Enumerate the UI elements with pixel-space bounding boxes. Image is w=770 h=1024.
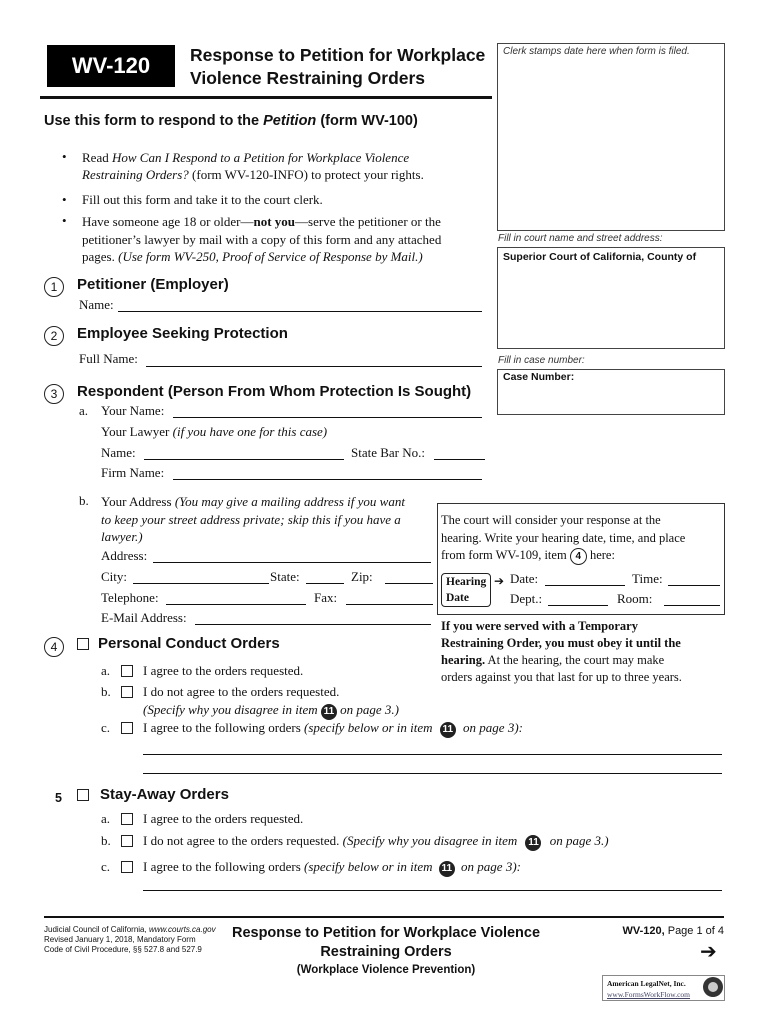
fax-field[interactable] (346, 604, 433, 605)
item-3b-letter: b. (79, 493, 89, 508)
lawyer-name-field[interactable] (144, 459, 344, 460)
address-field[interactable] (153, 562, 431, 563)
state-field[interactable] (306, 583, 344, 584)
item-5c-letter: c. (101, 859, 111, 874)
clerk-stamp-box (497, 43, 725, 231)
section-4-checkbox[interactable] (77, 638, 89, 650)
footer-council-info: Judicial Council of California, www.courts.ca.gov Revised January 1, 2018, Mandatory Form Code of Civil Procedure, §§ 527.8 and 527.9 (44, 925, 216, 954)
section-3-title: Respondent (Person From Whom Protection Is Sought) (77, 383, 472, 400)
item-4a-letter: a. (101, 663, 111, 678)
item-5a-text: I agree to the orders requested. (143, 811, 304, 826)
city-label: City: (101, 569, 128, 584)
tro-warning: If you were served with a Temporary Restraining Order, you must obey it until the hearing. At the hearing, the court may make orders against you that last for up to three years. (441, 619, 682, 684)
court-name-box[interactable] (497, 247, 725, 349)
section-5-checkbox[interactable] (77, 789, 89, 801)
item-4b-letter: b. (101, 684, 111, 699)
fax-label: Fax: (314, 590, 338, 605)
section-1-number: 1 (44, 277, 64, 297)
address-label: Address: (101, 548, 148, 563)
legalnet-logo-icon (703, 977, 723, 997)
hearing-room-field[interactable] (664, 605, 720, 606)
bullet-glyph: • (62, 149, 67, 164)
item-4b-subtext: (Specify why you disagree in item 11 on page 3.) (143, 702, 399, 720)
header-rule (40, 96, 492, 99)
footer-page-number: WV-120, Page 1 of 4 (622, 925, 724, 937)
item-5c-line-1[interactable] (143, 890, 722, 891)
item-4b-checkbox[interactable] (121, 686, 133, 698)
section-2-title: Employee Seeking Protection (77, 325, 288, 342)
next-page-arrow-icon: ➔ (700, 941, 717, 963)
item-5b-text: I do not agree to the orders requested. (Specify why you disagree in item 11 on page 3.) (143, 833, 609, 851)
hearing-date-tag: Hearing Date (441, 573, 491, 607)
item-4a-checkbox[interactable] (121, 665, 133, 677)
bullet-glyph: • (62, 192, 67, 207)
item-5a-checkbox[interactable] (121, 813, 133, 825)
item-4c-letter: c. (101, 720, 111, 735)
bullet-glyph: • (62, 213, 67, 228)
case-number-label: Fill in case number: (498, 355, 585, 366)
item-4c-line-1[interactable] (143, 754, 722, 755)
hearing-dept-field[interactable] (548, 605, 608, 606)
footer-title: Response to Petition for Workplace Violence Restraining Orders (231, 925, 541, 960)
petitioner-name-label: Name: (79, 297, 114, 312)
section-3-number: 3 (44, 384, 64, 404)
item-5c-checkbox[interactable] (121, 861, 133, 873)
zip-field[interactable] (385, 583, 433, 584)
hearing-time-label: Time: (632, 571, 663, 586)
form-id-badge: WV-120 (47, 45, 175, 87)
hearing-room-label: Room: (617, 591, 653, 606)
item-5c-text: I agree to the following orders (specify below or in item 11 on page 3): (143, 859, 521, 877)
employee-full-name-field[interactable] (146, 366, 482, 367)
footer-rule (44, 916, 724, 918)
firm-name-field[interactable] (173, 479, 482, 480)
state-bar-label: State Bar No.: (351, 445, 426, 460)
address-instructions: Your Address (You may give a mailing address if you want to keep your street address private; skip this if you have a lawyer.) (101, 494, 405, 544)
section-5-title: Stay-Away Orders (100, 786, 229, 803)
employee-full-name-label: Full Name: (79, 351, 138, 366)
intro-bullet-fill: Fill out this form and take it to the court clerk. (82, 192, 323, 207)
hearing-date-field[interactable] (545, 585, 625, 586)
footer-subtitle: (Workplace Violence Prevention) (296, 964, 476, 976)
item-4c-text: I agree to the following orders (specify below or in item 11 on page 3): (143, 720, 523, 738)
zip-label: Zip: (351, 569, 373, 584)
form-title-line2: Violence Restraining Orders (190, 68, 426, 88)
court-name-label: Fill in court name and street address: (498, 233, 663, 244)
section-2-number: 2 (44, 326, 64, 346)
respondent-name-label: Your Name: (101, 403, 165, 418)
item-4a-text: I agree to the orders requested. (143, 663, 304, 678)
hearing-time-field[interactable] (668, 585, 720, 586)
state-label: State: (270, 569, 300, 584)
form-title-line1: Response to Petition for Workplace (190, 45, 486, 65)
city-field[interactable] (133, 583, 269, 584)
item-4b-text: I do not agree to the orders requested. (143, 684, 340, 699)
legalnet-brand: American LegalNet, Inc. www.FormsWorkFlow.com (602, 975, 725, 1001)
hearing-dept-label: Dept.: (510, 591, 543, 606)
intro-heading: Use this form to respond to the Petition (form WV-100) (44, 113, 418, 129)
telephone-label: Telephone: (101, 590, 159, 605)
email-field[interactable] (195, 624, 431, 625)
item-4c-checkbox[interactable] (121, 722, 133, 734)
lawyer-name-label: Name: (101, 445, 136, 460)
petitioner-name-field[interactable] (118, 311, 482, 312)
item-5a-letter: a. (101, 811, 111, 826)
email-label: E-Mail Address: (101, 610, 187, 625)
section-5-number: 5 (55, 791, 62, 805)
form-title (190, 44, 485, 90)
section-4-number: 4 (44, 637, 64, 657)
state-bar-field[interactable] (434, 459, 485, 460)
hearing-instructions: The court will consider your response at the hearing. Write your hearing date, time, and place from form WV-109, item 4 here: (441, 512, 685, 565)
item-5b-letter: b. (101, 833, 111, 848)
court-name-text: Superior Court of California, County of (503, 251, 697, 263)
hearing-arrow-icon: ➔ (494, 574, 505, 588)
intro-bullet-read: Read How Can I Respond to a Petition for Workplace Violence Restraining Orders? (form WV-120-INFO) to protect your rights. (82, 150, 424, 182)
case-number-title: Case Number: (503, 371, 575, 383)
clerk-stamp-label: Clerk stamps date here when form is filed. (503, 46, 690, 57)
lawyer-label: Your Lawyer (if you have one for this case) (101, 424, 328, 439)
intro-bullet-serve: Have someone age 18 or older—not you—serve the petitioner or the petitioner’s lawyer by mail with a copy of this form and any attached pages. (Use form WV-250, Proof of Service of Response by Mail.) (82, 214, 442, 264)
section-4-title: Personal Conduct Orders (98, 635, 280, 652)
section-1-title: Petitioner (Employer) (77, 276, 229, 293)
respondent-name-field[interactable] (173, 417, 482, 418)
item-5b-checkbox[interactable] (121, 835, 133, 847)
item-3a-letter: a. (79, 403, 89, 418)
case-number-box[interactable] (497, 369, 725, 415)
hearing-date-label: Date: (510, 571, 539, 586)
telephone-field[interactable] (166, 604, 306, 605)
item-4c-line-2[interactable] (143, 773, 722, 774)
firm-name-label: Firm Name: (101, 465, 165, 480)
